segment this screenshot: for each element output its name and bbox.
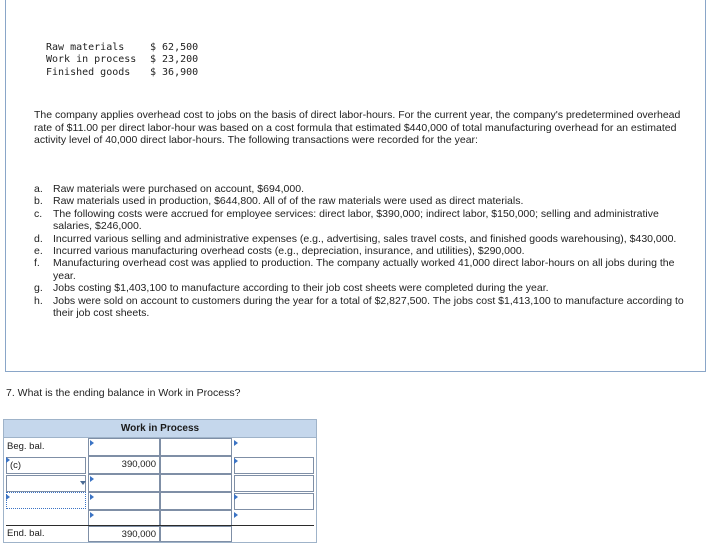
row-3-credit-input[interactable] xyxy=(160,474,232,492)
transactions-list xyxy=(34,183,694,319)
row-4-credit-label-select[interactable] xyxy=(234,493,314,510)
item-letter: f. xyxy=(34,257,40,270)
inventory-row xyxy=(46,42,198,54)
row-3-debit-input[interactable] xyxy=(88,474,160,492)
list-item xyxy=(34,208,694,233)
item-text: Jobs were sold on account to customers during the year for a total of $2,827,500. The jobs cost $1,413,100 to manufacture according to their job cost sheets. xyxy=(53,294,684,320)
item-text: Raw materials were purchased on account, $694,000. xyxy=(53,183,304,195)
row-c-credit-input[interactable] xyxy=(160,456,232,474)
inventory-label: Raw materials xyxy=(46,42,125,53)
input-marker-icon xyxy=(234,512,238,518)
input-marker-icon xyxy=(90,476,94,482)
input-marker-icon xyxy=(90,440,94,446)
item-letter: h. xyxy=(34,294,43,307)
row-3-label-select[interactable] xyxy=(6,475,86,492)
question-text: 7. What is the ending balance in Work in Process? xyxy=(6,387,241,399)
list-item xyxy=(34,195,694,207)
item-letter: g. xyxy=(34,282,43,295)
item-text: Raw materials used in production, $644,800. All of of the raw materials were used as direct materials. xyxy=(53,195,524,208)
list-item xyxy=(34,233,694,245)
row-c-credit-label-field[interactable] xyxy=(234,457,314,474)
item-letter: d. xyxy=(34,232,43,245)
problem-card xyxy=(5,0,706,372)
inventory-label: Work in process xyxy=(46,54,137,66)
list-item xyxy=(34,257,694,282)
t-account-title: Work in Process xyxy=(4,420,316,438)
inventory-row xyxy=(46,67,198,79)
row-4-credit-input[interactable] xyxy=(160,492,232,510)
row-3-credit-label-select[interactable] xyxy=(234,475,314,492)
end-bal-label: End. bal. xyxy=(7,528,45,539)
row-5-debit-input[interactable] xyxy=(88,510,160,526)
beg-bal-debit-input[interactable] xyxy=(88,438,160,456)
item-letter: b. xyxy=(34,195,43,208)
input-marker-icon xyxy=(90,494,94,500)
row-5-credit-input[interactable] xyxy=(160,510,232,526)
input-marker-icon xyxy=(6,494,10,500)
row-4-label-select[interactable] xyxy=(6,492,86,509)
inventory-value: $ 23,200 xyxy=(150,54,199,66)
item-letter: c. xyxy=(34,207,43,220)
list-item xyxy=(34,295,694,320)
list-item xyxy=(34,245,694,257)
item-text: The following costs were accrued for employee services: direct labor, $390,000; indirect labor, $150,000; selling and administrative salaries, $246,000. xyxy=(53,207,659,233)
item-text: Incurred various selling and administrative expenses (e.g., advertising, sales travel costs, and finished goods warehousing), $430,000. xyxy=(53,232,677,245)
input-marker-icon xyxy=(234,494,238,500)
item-letter: a. xyxy=(34,183,43,195)
inventory-balances-table xyxy=(46,42,198,79)
input-marker-icon xyxy=(234,440,238,446)
row-c-label-field[interactable]: (c) xyxy=(6,457,86,474)
inventory-row xyxy=(46,54,198,66)
beg-bal-label: Beg. bal. xyxy=(7,441,45,452)
input-marker-icon xyxy=(234,458,238,464)
end-bal-credit-value[interactable] xyxy=(160,526,232,542)
input-marker-icon xyxy=(6,457,10,463)
inventory-value: $ 36,900 xyxy=(150,66,199,78)
item-text: Jobs costing $1,403,100 to manufacture according to their job cost sheets were completed during the year. xyxy=(53,282,549,295)
inventory-value: $ 62,500 xyxy=(150,42,199,53)
item-text: Incurred various manufacturing overhead costs (e.g., depreciation, insurance, and utilities), $290,000. xyxy=(53,245,525,258)
item-text: Manufacturing overhead cost was applied to production. The company actually worked 41,000 direct labor-hours on all jobs during the year. xyxy=(53,257,675,282)
inventory-label: Finished goods xyxy=(46,66,131,78)
item-letter: e. xyxy=(34,245,43,258)
beg-bal-credit-input[interactable] xyxy=(160,438,232,456)
end-bal-debit-value[interactable]: 390,000 xyxy=(88,526,160,542)
list-item xyxy=(34,282,694,294)
intro-paragraph: The company applies overhead cost to jobs on the basis of direct labor-hours. For the current year, the company's predetermined overhead rate of $11.00 per direct labor-hour was based on a cost formula that estimated $440,000 of total manufacturing overhead for an estimated activity level of 40,000 direct labor-hours. The following transactions were recorded for the year: xyxy=(34,109,681,146)
list-item xyxy=(34,183,694,195)
chevron-down-icon[interactable] xyxy=(80,481,86,485)
input-marker-icon xyxy=(90,512,94,518)
row-4-debit-input[interactable] xyxy=(88,492,160,510)
t-account-work-in-process xyxy=(3,419,317,543)
beg-bal-credit-label xyxy=(232,438,316,456)
row-c-debit-input[interactable]: 390,000 xyxy=(88,456,160,474)
